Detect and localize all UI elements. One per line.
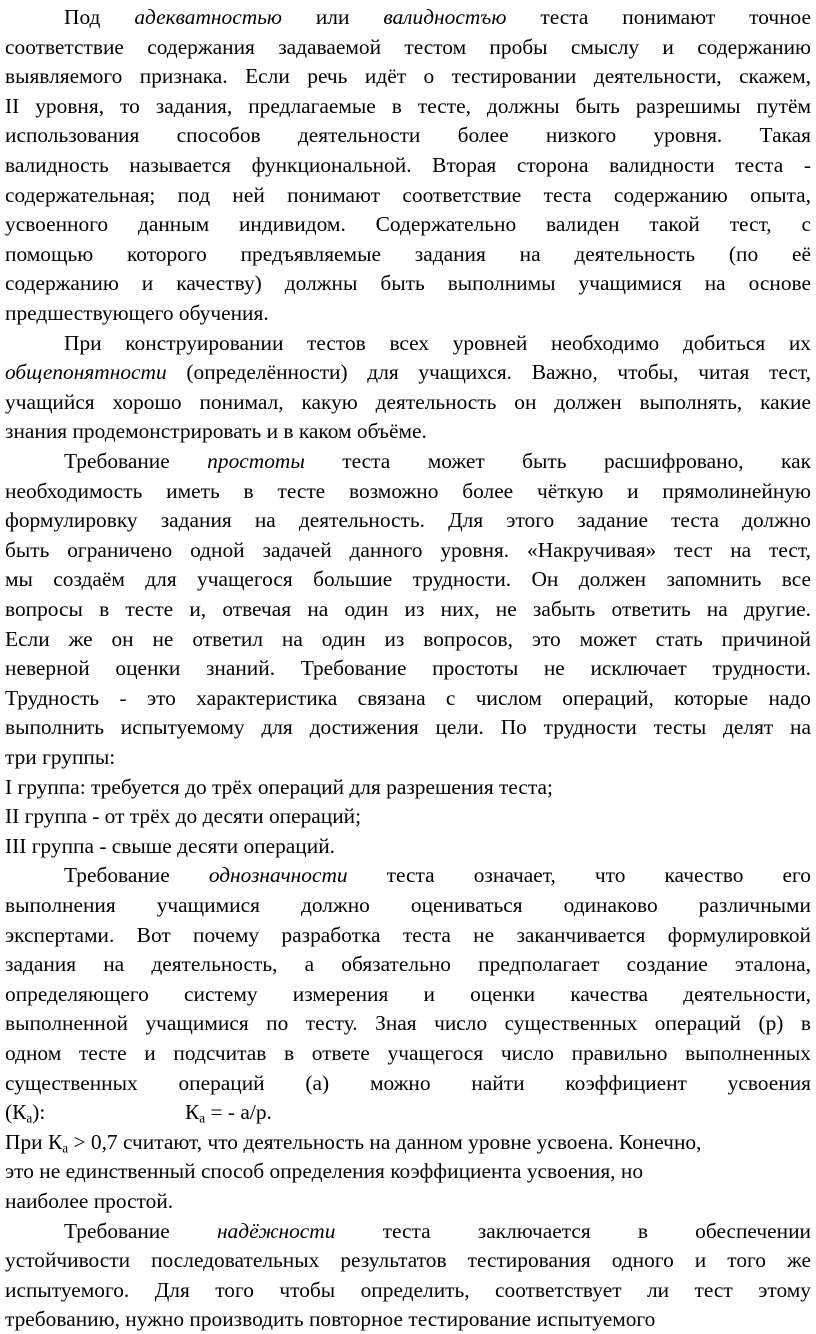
reliability-line: испытуемого. Для того чтобы определить, соответствует ли тест этому: [5, 1277, 811, 1302]
validity-line: выявляемого признака. Если речь идёт о тестировании деятельности, скажем,: [5, 64, 811, 89]
validity-line: валидность называется функциональной. Вторая сторона валидности теста -: [5, 153, 811, 177]
clarity-line: знания продемонстрировать и в каком объёме.: [5, 419, 427, 444]
validity-line: усвоенного данным индивидом. Содержательно валиден такой тест, с: [5, 212, 811, 237]
validity-line: использования способов деятельности более низкого уровня. Такая: [5, 123, 811, 148]
coefficient-line: наиболее простой.: [5, 1189, 174, 1213]
simplicity-line: вопросы в тесте и, отвечая на один из них, не забыть ответить на другие.: [5, 597, 811, 621]
validity-line: содержанию и качеству) должны быть выполнимы учащимися на основе: [5, 271, 811, 296]
unambiguity-line: экспертами. Вот почему разработка теста не заканчивается формулировкой: [5, 922, 811, 947]
reliability-line: Требование надёжности теста заключается в обеспечении: [64, 1218, 811, 1243]
simplicity-line: формулировку задания на деятельность. Для этого задание теста должно: [5, 508, 811, 533]
unambiguity-line: определяющего систему измерения и оценки качества деятельности,: [5, 981, 811, 1006]
coefficient-line: При $К_а > 0,7$ считают, что деятельность на данном уровне усвоена. Конечно,: [5, 1129, 702, 1156]
validity-line: помощью которого предъявляемые задания на деятельность (по её: [5, 241, 811, 266]
clarity-line: общепонятности (определённости) для учащихся. Важно, чтобы, читая тест,: [5, 360, 811, 385]
unambiguity-line: одном тесте и подсчитав в ответе учащегося число правильно выполненных: [5, 1041, 811, 1065]
simplicity-line: мы создаём для учащегося большие трудности. Он должен запомнить все: [5, 567, 811, 592]
clarity-line: При конструировании тестов всех уровней необходимо добиться их: [64, 330, 811, 355]
simplicity-line: быть ограничено одной задачей данного уровня. «Накручивая» тест на тест,: [5, 537, 811, 562]
simplicity-line: Требование простоты теста может быть расшифровано, как: [64, 449, 812, 473]
validity-line: Под адекватностью или валидностъю теста понимают точное: [64, 5, 811, 29]
formula: $К_а$ = - а/р.: [185, 1100, 272, 1126]
simplicity-line: необходимость иметь в тесте возможно более чёткую и прямолинейную: [5, 478, 811, 503]
clarity-line: учащийся хорошо понимал, какую деятельность он должен выполнять, какие: [5, 389, 811, 414]
formula-line: $(К_а)$: $К_а$ = - а/р.: [5, 1100, 272, 1126]
validity-line: II уровня, то задания, предлагаемые в тесте, должны быть разрешимы путём: [5, 93, 811, 118]
validity-line: содержательная; под ней понимают соответствие теста содержанию опыта,: [5, 182, 811, 207]
group-line: II группа - от трёх до десяти операций;: [5, 804, 362, 829]
simplicity-line: Трудность - это характеристика связана с числом операций, которые надо: [5, 685, 811, 710]
validity-line: соответствие содержания задаваемой тестом пробы смыслу и содержанию: [5, 34, 811, 59]
unambiguity-line: Требование однозначности теста означает, что качество его: [64, 863, 811, 888]
unambiguity-line: существенных операций (а) можно найти коэффициент усвоения: [5, 1070, 811, 1095]
simplicity-line: неверной оценки знаний. Требование простоты не исключает трудности.: [5, 656, 811, 681]
group-line: III группа - свыше десяти операций.: [5, 833, 335, 858]
coefficient-line: это не единственный способ определения коэффициента усвоения, но: [5, 1159, 644, 1184]
simplicity-line: Если же он не ответил на один из вопросов, это может стать причиной: [5, 626, 811, 651]
unambiguity-line: задания на деятельность, а обязательно предполагает создание эталона,: [5, 952, 811, 977]
reliability-line: требованию, нужно производить повторное тестирование испытуемого: [5, 1307, 656, 1332]
reliability-line: устойчивости последовательных результатов тестирования одного и того же: [5, 1248, 811, 1273]
simplicity-line: три группы:: [5, 745, 116, 769]
unambiguity-line: выполненной учащимися по тесту. Зная число существенных операций (р) в: [5, 1011, 811, 1036]
unambiguity-line: выполнения учащимися должно оцениваться одинаково различными: [5, 893, 811, 917]
validity-line: предшествующего обучения.: [5, 301, 269, 325]
group-line: I группа: требуется до трёх операций для разрешения теста;: [5, 774, 553, 799]
simplicity-line: выполнить испытуемому для достижения цели. По трудности тесты делят на: [5, 715, 811, 740]
